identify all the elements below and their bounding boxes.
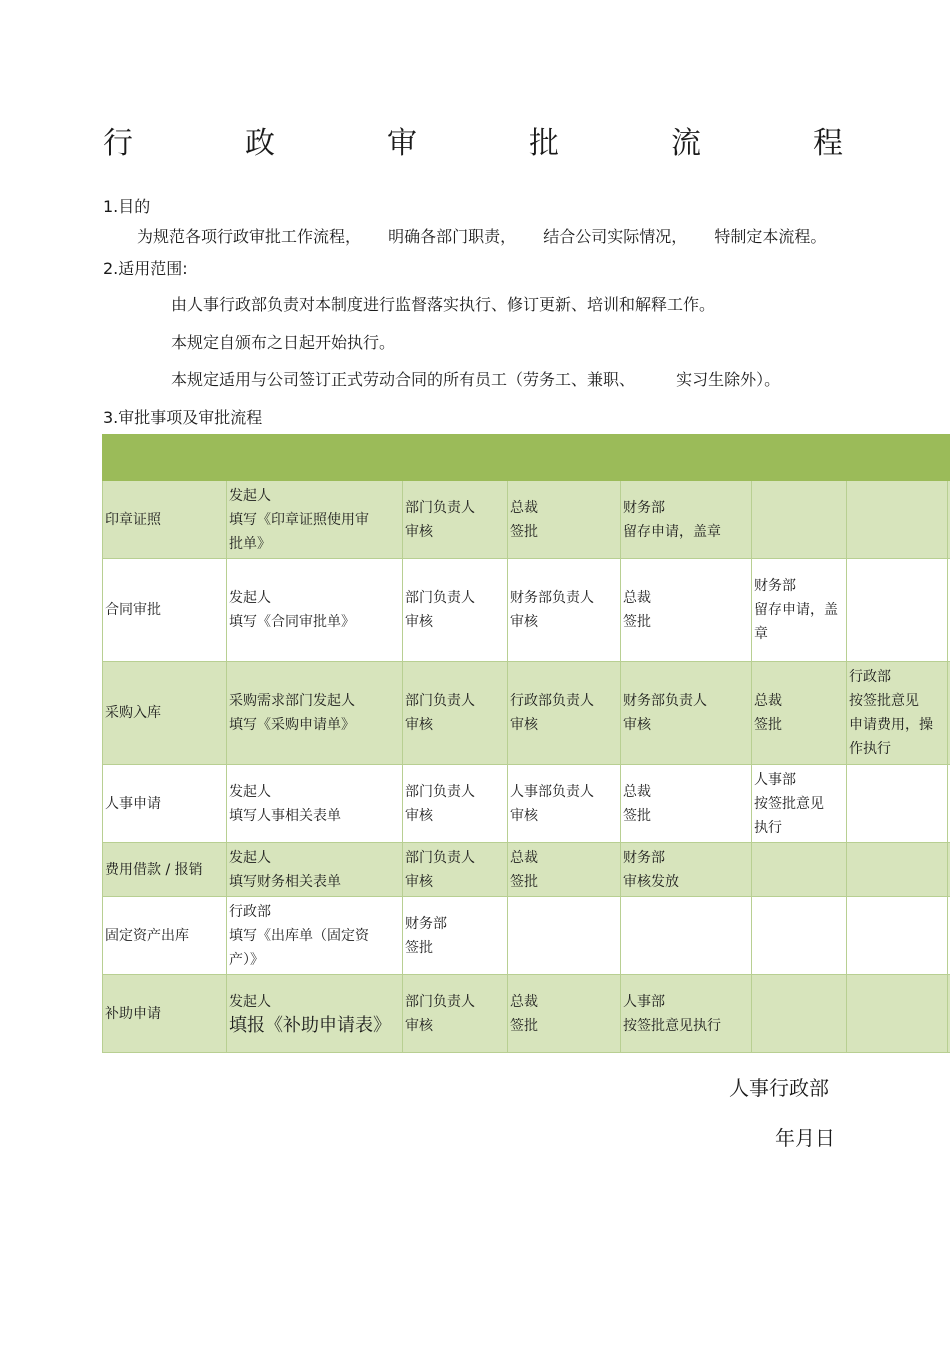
step-cell <box>227 897 403 975</box>
cell-text: 总裁 <box>623 783 651 800</box>
cell-text: 总裁 <box>510 499 538 516</box>
step-cell <box>621 559 752 662</box>
cell-text: 发起人 <box>229 487 271 504</box>
title-char: 政 <box>245 126 275 161</box>
approval-item-cell: 固定资产出库 <box>103 897 227 975</box>
table-row <box>103 765 950 843</box>
step-cell <box>621 975 752 1053</box>
scope-paragraph-2: 本规定自颁布之日起开始执行。 <box>171 333 396 352</box>
purpose-text <box>137 224 826 247</box>
cell-text: 批单》 <box>229 535 271 552</box>
cell-text: 财务部负责人 <box>623 693 707 709</box>
title-char: 批 <box>529 126 559 161</box>
step-cell <box>847 765 948 843</box>
cell-text: 部门负责人 <box>405 783 475 800</box>
cell-text: 采购需求部门发起人 <box>229 693 355 709</box>
step-cell <box>847 481 948 559</box>
approval-item-cell: 印章证照 <box>103 481 227 559</box>
cell-text: 按签批意见 <box>849 693 919 709</box>
scope-heading: 2.适用范围: <box>103 259 188 278</box>
cell-text: 审核 <box>510 807 538 824</box>
cell-text: 发起人 <box>229 993 271 1010</box>
cell-text: 审核发放 <box>623 873 679 890</box>
table-header-band <box>103 435 950 481</box>
step-cell <box>508 897 621 975</box>
cell-text: 审核 <box>405 1017 433 1034</box>
cell-text: 总裁 <box>510 849 538 866</box>
step-cell <box>403 975 508 1053</box>
cell-text: 总裁 <box>754 693 782 709</box>
cell-text: 审核 <box>405 523 433 540</box>
step-cell <box>752 975 847 1053</box>
step-cell <box>403 843 508 897</box>
cell-text: 发起人 <box>229 783 271 800</box>
flow-heading: 3.审批事项及审批流程 <box>103 408 263 427</box>
step-cell <box>752 559 847 662</box>
title-char: 流 <box>671 126 701 161</box>
cell-text: 签批 <box>623 614 651 630</box>
title-char: 程 <box>813 126 843 161</box>
step-cell <box>847 559 948 662</box>
cell-text: 部门负责人 <box>405 590 475 606</box>
step-cell <box>621 897 752 975</box>
purpose-text-part: 结合公司实际情况， <box>543 227 688 246</box>
step-cell <box>403 662 508 765</box>
table-row <box>103 662 950 765</box>
cell-text: 签批 <box>510 523 538 540</box>
cell-text: 留存申请，盖章 <box>623 523 721 540</box>
cell-text: 行政部负责人 <box>510 693 594 709</box>
cell-text: 部门负责人 <box>405 993 475 1010</box>
cell-text: 部门负责人 <box>405 849 475 866</box>
table-row <box>103 975 950 1053</box>
cell-text: 财务部 <box>623 499 665 516</box>
scope-paragraph-3 <box>171 367 780 390</box>
step-cell <box>508 481 621 559</box>
step-cell <box>621 662 752 765</box>
cell-text: 填写《印章证照使用审 <box>229 511 369 528</box>
cell-text: 人事部 <box>754 771 796 788</box>
purpose-heading: 1.目的 <box>103 197 151 216</box>
cell-text: 签批 <box>510 1017 538 1034</box>
step-cell <box>403 481 508 559</box>
cell-text: 人事部 <box>623 993 665 1010</box>
cell-text: 按签批意见 <box>754 795 824 812</box>
cell-text: 留存申请，盖 <box>754 602 838 618</box>
purpose-text-part: 明确各部门职责， <box>388 227 517 246</box>
step-cell <box>752 765 847 843</box>
cell-text: 行政部 <box>229 903 271 920</box>
cell-text: 发起人 <box>229 590 271 606</box>
scope-text-part: 本规定适用与公司签订正式劳动合同的所有员工（劳务工、兼职、 <box>171 370 636 389</box>
approval-item-cell: 人事申请 <box>103 765 227 843</box>
step-cell <box>621 765 752 843</box>
cell-text: 填报《补助申请表》 <box>229 1014 391 1036</box>
cell-text: 审核 <box>623 717 651 733</box>
step-cell <box>403 897 508 975</box>
table-row <box>103 481 950 559</box>
cell-text: 总裁 <box>623 590 651 606</box>
step-cell <box>847 975 948 1053</box>
step-cell <box>621 843 752 897</box>
step-cell <box>508 843 621 897</box>
cell-text: 行政部 <box>849 669 891 685</box>
step-cell <box>847 897 948 975</box>
header-band-cell <box>103 435 950 481</box>
cell-text: 审核 <box>405 717 433 733</box>
cell-text: 填写人事相关表单 <box>229 807 341 824</box>
signature-date: 年月日 <box>775 1126 835 1150</box>
step-cell <box>752 897 847 975</box>
step-cell <box>227 481 403 559</box>
cell-text: 审核 <box>405 807 433 824</box>
cell-text: 填写《出库单（固定资 <box>229 927 369 944</box>
step-cell <box>752 843 847 897</box>
step-cell <box>847 843 948 897</box>
cell-text: 填写《合同审批单》 <box>229 614 355 630</box>
title-char: 行 <box>103 126 133 161</box>
approval-table-wrapper <box>102 434 950 1057</box>
cell-text: 部门负责人 <box>405 499 475 516</box>
page-title <box>103 118 843 166</box>
scope-paragraph-1: 由人事行政部负责对本制度进行监督落实执行、修订更新、培训和解释工作。 <box>171 295 716 314</box>
approval-item-cell: 采购入库 <box>103 662 227 765</box>
approval-flow-table <box>102 434 950 1053</box>
cell-text: 部门负责人 <box>405 693 475 709</box>
cell-text: 审核 <box>510 614 538 630</box>
step-cell <box>621 481 752 559</box>
cell-text: 审核 <box>405 614 433 630</box>
cell-text: 总裁 <box>510 993 538 1010</box>
cell-text: 签批 <box>510 873 538 890</box>
cell-text: 审核 <box>405 873 433 890</box>
cell-text: 产）》 <box>229 951 264 968</box>
table-row <box>103 897 950 975</box>
step-cell <box>508 662 621 765</box>
cell-text: 填写《采购申请单》 <box>229 717 355 733</box>
step-cell <box>227 975 403 1053</box>
cell-text: 财务部 <box>405 915 447 932</box>
step-cell <box>847 662 948 765</box>
step-cell <box>508 765 621 843</box>
cell-text: 执行 <box>754 819 782 836</box>
step-cell <box>227 662 403 765</box>
step-cell <box>752 481 847 559</box>
cell-text: 发起人 <box>229 849 271 866</box>
purpose-text-part: 特制定本流程。 <box>714 227 827 246</box>
cell-text: 财务部 <box>754 578 796 594</box>
cell-text: 签批 <box>754 717 782 733</box>
scope-text-part: 实习生除外）。 <box>676 370 781 389</box>
cell-text: 申请费用，操 <box>849 717 933 733</box>
purpose-text-part: 为规范各项行政审批工作流程， <box>137 227 362 246</box>
step-cell <box>752 662 847 765</box>
cell-text: 人事部负责人 <box>510 783 594 800</box>
cell-text: 签批 <box>405 939 433 956</box>
approval-item-cell: 合同审批 <box>103 559 227 662</box>
approval-item-cell: 补助申请 <box>103 975 227 1053</box>
step-cell <box>227 559 403 662</box>
step-cell <box>403 559 508 662</box>
signature-department: 人事行政部 <box>729 1076 829 1100</box>
cell-text: 财务部 <box>623 849 665 866</box>
approval-item-cell: 费用借款 / 报销 <box>103 843 227 897</box>
step-cell <box>227 843 403 897</box>
title-char: 审 <box>387 126 417 161</box>
cell-text: 签批 <box>623 807 651 824</box>
cell-text: 作执行 <box>849 741 891 757</box>
cell-text: 填写财务相关表单 <box>229 873 341 890</box>
table-row <box>103 843 950 897</box>
table-row <box>103 559 950 662</box>
step-cell <box>403 765 508 843</box>
cell-text: 按签批意见执行 <box>623 1017 721 1034</box>
step-cell <box>508 975 621 1053</box>
cell-text: 章 <box>754 626 768 642</box>
step-cell <box>227 765 403 843</box>
cell-text: 审核 <box>510 717 538 733</box>
step-cell <box>508 559 621 662</box>
cell-text: 财务部负责人 <box>510 590 594 606</box>
